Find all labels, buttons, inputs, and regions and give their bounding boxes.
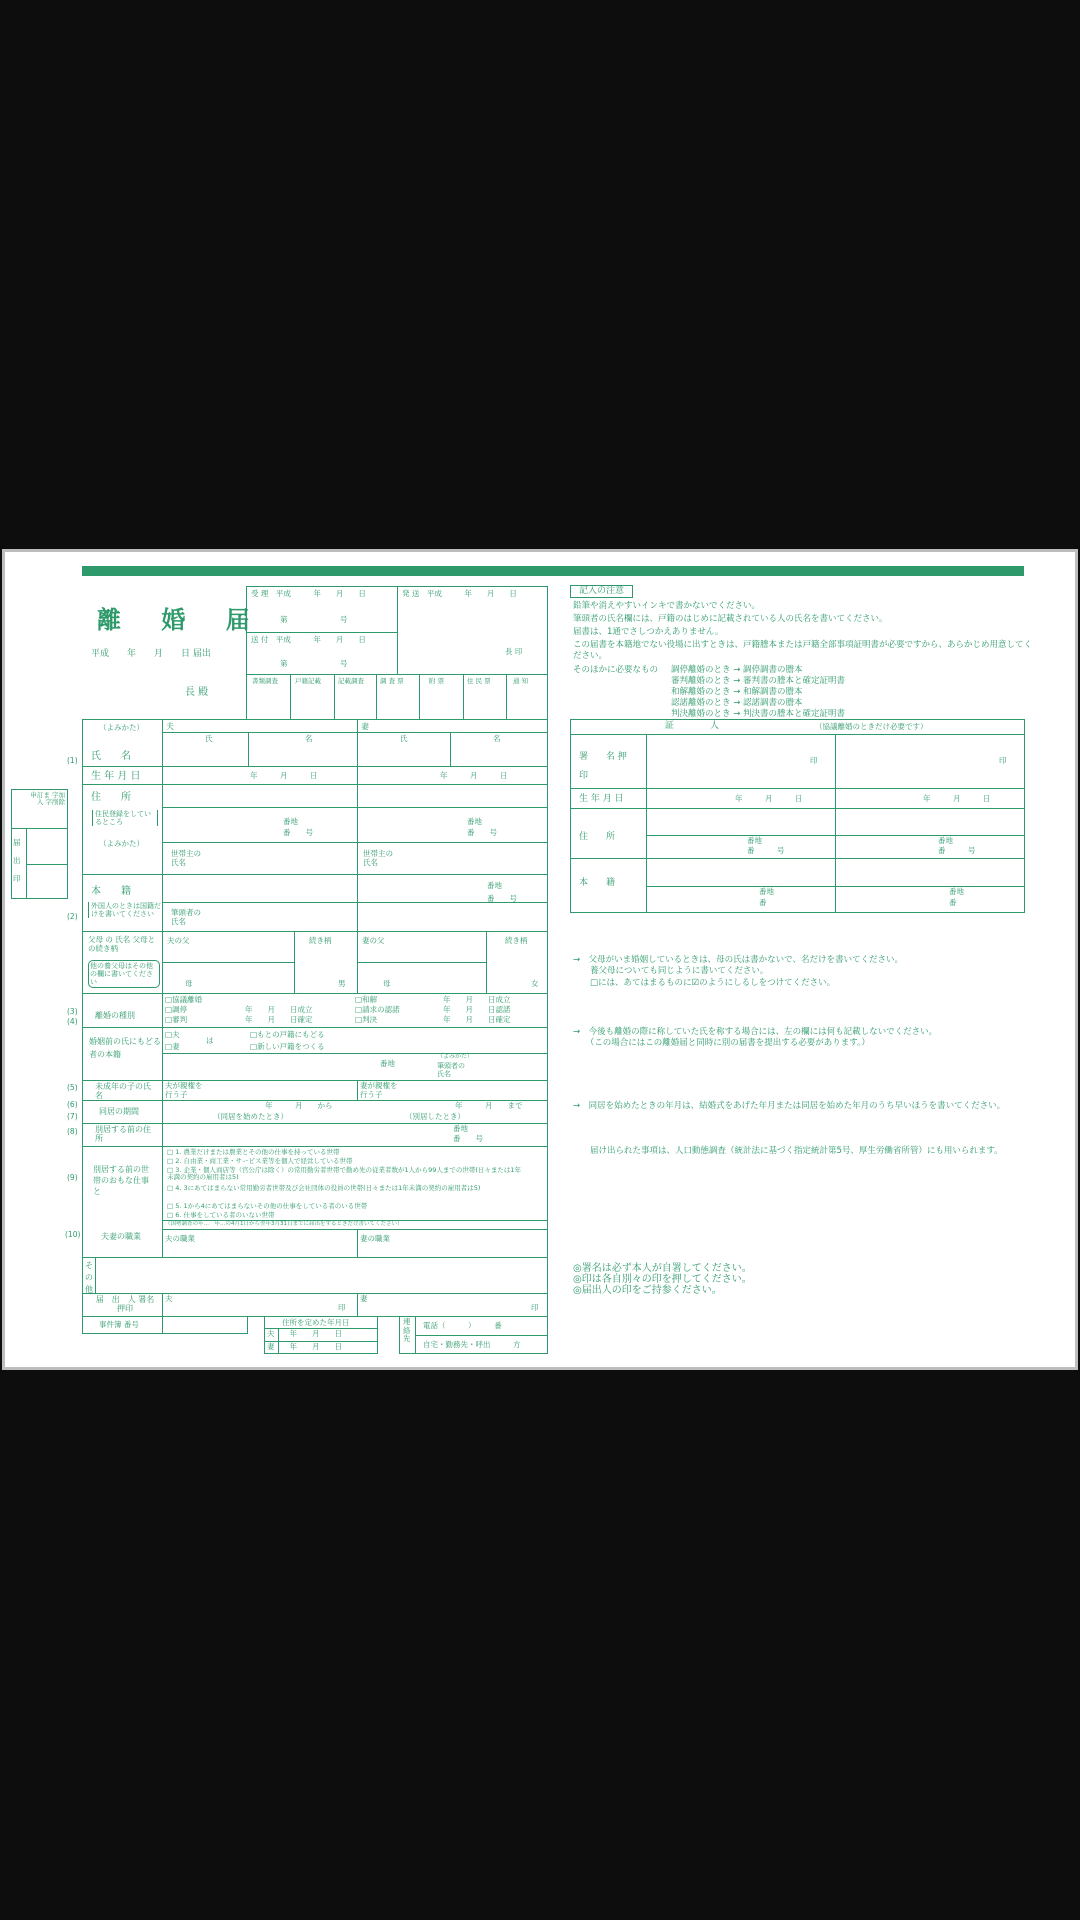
husband-mother-label: 母: [185, 979, 193, 988]
wife-householder: 世帯主の氏名: [363, 849, 393, 867]
honseki-ban: 番 号: [487, 894, 517, 903]
witness-header: 証 人: [665, 721, 720, 731]
other-label: その他: [85, 1261, 93, 1294]
witness-1-ban: 番 号: [747, 846, 785, 855]
divorce-date-wakai: 年 月 日成立: [443, 995, 511, 1004]
submission-date: 平成 年 月 日 届出: [91, 649, 211, 659]
occupation-note: （国勢調査の年… 年…の4月1日から翌年3月31日までに届出をするときだけ書いてください）: [165, 1221, 403, 1227]
husband-custody-label: 夫が親権を行う子: [165, 1081, 203, 1099]
separation-instruction: → 同居を始めたときの年月は、結婚式をあげた年月または同居を始めた年月のうち早いほうを書いてください。: [573, 1101, 1006, 1111]
signature-husband: 夫: [165, 1294, 173, 1303]
name-label: 氏 名: [91, 751, 131, 762]
name-return-label: 婚姻前の氏にもどる者の本籍: [89, 1037, 161, 1059]
required-item: 調停離婚のとき → 調停調書の謄本: [671, 665, 803, 675]
contact-label: 連絡先: [403, 1317, 411, 1344]
name-return-wife[interactable]: □妻: [165, 1042, 180, 1051]
instructions-header: 記入の注意: [570, 585, 633, 598]
required-item: 審判離婚のとき → 審判書の謄本と確定証明書: [671, 676, 846, 686]
wife-header: 妻: [361, 722, 369, 731]
instruction-line: 鉛筆や消えやすいインキで書かないでください。: [573, 601, 761, 611]
separation-to-note: （別居したとき）: [405, 1112, 465, 1121]
wife-relation-label: 続き柄: [505, 936, 528, 945]
wife-ban: 番 号: [467, 828, 497, 837]
witness-address-label: 住 所: [579, 832, 616, 842]
required-item: 認諾離婚のとき → 認諾調書の謄本: [671, 698, 803, 708]
husband-father-label: 夫の父: [167, 936, 190, 945]
wife-occupation-label: 妻の職業: [360, 1234, 390, 1243]
husband-occupation-label: 夫の職業: [165, 1234, 195, 1243]
wife-daughter-label: 女: [531, 979, 539, 988]
residence-wife-date: 妻 年 月 日: [267, 1342, 342, 1351]
reminder: ◎署名は必ず本人が自署してください。: [573, 1263, 752, 1274]
prior-work-label: 別居する前の世帯のおもな仕事と: [93, 1165, 149, 1197]
name-return-householder: 筆頭者の氏名: [437, 1062, 465, 1079]
stamp-cell-label: 記載調査: [338, 677, 364, 685]
work-option[interactable]: □ 5. 1から4にあてはまらないその他の仕事をしている者のいる世帯: [167, 1202, 368, 1210]
name-return-yomikata: （よみかた）: [437, 1053, 474, 1060]
signature-wife-stamp: 印: [531, 1303, 539, 1312]
husband-householder: 世帯主の氏名: [171, 849, 201, 867]
separation-from-note: （同居を始めたとき）: [213, 1112, 288, 1121]
witness-2-stamp: 印: [999, 756, 1007, 765]
work-option[interactable]: □ 1. 農業だけまたは農業とその他の仕事を持っている世帯: [167, 1148, 340, 1156]
case-number-label: 事件簿 番号: [99, 1320, 139, 1329]
witness-2-banchi: 番地: [938, 836, 953, 845]
husband-given-label: 名: [305, 734, 313, 743]
divorce-date-ninaku: 年 月 日認諾: [443, 1005, 511, 1014]
contact-phone: 電話（ ） 番: [423, 1321, 502, 1330]
minor-children-label: 未成年の子の氏 名: [95, 1082, 167, 1101]
signature-husband-stamp: 印: [338, 1303, 346, 1312]
top-green-bar: [82, 566, 1024, 576]
wife-given-label: 名: [493, 734, 501, 743]
wife-birthdate: 年 月 日: [440, 771, 508, 780]
husband-ban: 番 号: [283, 828, 313, 837]
husband-surname-label: 氏: [205, 734, 213, 743]
divorce-type-chotei[interactable]: □調停: [165, 1005, 188, 1014]
name-return-new[interactable]: □新しい戸籍をつくる: [250, 1042, 325, 1051]
witness-signature-label: 署 名 押 印: [579, 752, 645, 781]
stamp-cell-label: 附 票: [429, 677, 445, 685]
divorce-type-label: 離婚の種別: [95, 1011, 135, 1020]
separation-label: 同居の期間: [99, 1107, 139, 1116]
divorce-type-shinpan[interactable]: □審判: [165, 1015, 188, 1024]
divorce-type-ninaku[interactable]: □請求の認諾: [355, 1005, 400, 1014]
parents-note: 他の養父母はその他の欄に書いてください: [88, 960, 160, 988]
name-return-banchi: 番地: [380, 1059, 395, 1068]
form-title: 離 婚 届: [97, 606, 266, 634]
honseki-householder: 筆頭者の氏名: [171, 908, 201, 926]
yomikata-label: （よみかた）: [99, 723, 144, 732]
honseki-label: 本 籍: [91, 886, 131, 897]
name-return-instruction: → 今後も離婚の際に称していた氏を称する場合には、左の欄には何も記載しないでください。 （この場合にはこの離婚届と同時に別の届書を提出する必要があります。）: [573, 1027, 938, 1049]
received-number: 第 号: [280, 615, 348, 624]
witness-2-honseki-banchi: 番地: [949, 887, 964, 896]
husband-relation-label: 続き柄: [309, 936, 332, 945]
birthdate-label: 生 年 月 日: [91, 771, 141, 782]
stamp-cell-label: 書類調査: [252, 677, 278, 685]
row-number: (4): [67, 1017, 78, 1026]
name-return-ha: は: [206, 1036, 214, 1045]
name-return-husband[interactable]: □夫: [165, 1030, 180, 1039]
parents-label: 父母 の 氏名 父母との続き柄: [88, 935, 156, 953]
prior-address-ban: 番 号: [453, 1134, 483, 1143]
row-number: (5): [67, 1083, 78, 1092]
honseki-banchi: 番地: [487, 881, 502, 890]
row-number: (10): [65, 1230, 81, 1239]
other-box: [82, 1257, 548, 1294]
wife-surname-label: 氏: [400, 734, 408, 743]
stamp-cell-label: 通 知: [513, 677, 529, 685]
sent-number: 第 号: [280, 659, 348, 668]
work-option[interactable]: □ 3. 企業・個人商店等（官公庁は除く）の常用勤労者世帯で勤め先の従業者数が1人から99人までの世帯(日々または1年未満の契約の雇用者は5): [167, 1166, 522, 1182]
row-number: (1): [67, 756, 78, 765]
reminder: ◎印は各自別々の印を押してください。: [573, 1274, 752, 1285]
instruction-line: 届書は、1通でさしつかえありません。: [573, 627, 724, 637]
instruction-line: 筆頭者の氏名欄には、戸籍のはじめに記載されている人の氏名を書いてください。: [573, 614, 888, 624]
addressee: 長 殿: [185, 687, 209, 698]
separation-to: 年 月 まで: [455, 1101, 523, 1110]
residence-husband-date: 夫 年 月 日: [267, 1329, 342, 1338]
separation-from: 年 月 から: [265, 1101, 333, 1110]
required-item: 和解離婚のとき → 和解調書の謄本: [671, 687, 803, 697]
divorce-date-hanketsu: 年 月 日確定: [443, 1015, 511, 1024]
residence-date-label: 住所を定めた年月日: [282, 1318, 350, 1327]
filer-stamp-label: 届出印: [13, 838, 21, 883]
work-option[interactable]: □ 2. 自由業・商工業・サービス業等を個人で経営している世帯: [167, 1157, 353, 1165]
witness-1-birthdate: 年 月 日: [735, 794, 803, 803]
row-number: (6): [67, 1100, 78, 1109]
divorce-form-sheet: [2, 549, 1078, 1370]
forwarded-date: 発 送 平成 年 月 日: [402, 589, 517, 598]
husband-banchi: 番地: [283, 817, 298, 826]
witness-table: [570, 719, 1025, 913]
honseki-note: 外国人のときは国籍だけを書いてください: [88, 902, 163, 918]
signature-label: 届 出 人 署名 押印: [95, 1295, 163, 1314]
witness-2-ban: 番 号: [938, 846, 976, 855]
instruction-line: この届書を本籍地でない役場に出すときは、戸籍謄本または戸籍全部事項証明書が必要ですから、あらかじめ用意してください。: [573, 640, 1033, 662]
address-label: 住 所: [91, 792, 131, 803]
contact-phone-options: 自宅・勤務先・呼出 方: [423, 1340, 521, 1349]
reminder: ◎届出人の印をご持参ください。: [573, 1285, 722, 1296]
divorce-type-hanketsu[interactable]: □判決: [355, 1015, 378, 1024]
row-number: (3): [67, 1007, 78, 1016]
wife-custody-label: 妻が親権を行う子: [360, 1081, 398, 1099]
row-number: (9): [67, 1173, 78, 1182]
witness-1-stamp: 印: [810, 756, 818, 765]
parents-instruction: → 父母がいま婚姻しているときは、母の氏は書かないで、名だけを書いてください。 養父母についても同じように書いてください。 □には、あてはまるものに☑のようにしるしをつけてください。: [573, 955, 903, 988]
stamp-cell-label: 住 民 票: [467, 677, 491, 685]
required-item: 判決離婚のとき → 判決書の謄本と確定証明書: [671, 709, 846, 719]
signature-wife: 妻: [360, 1294, 368, 1303]
witness-2-birthdate: 年 月 日: [923, 794, 991, 803]
witness-1-banchi: 番地: [747, 836, 762, 845]
row-number: (8): [67, 1127, 78, 1136]
sent-date: 送 付 平成 年 月 日: [251, 635, 366, 644]
prior-address-label: 別居する前の住 所: [95, 1125, 167, 1144]
stamp-cell-label: 調 査 票: [380, 677, 404, 685]
husband-birthdate: 年 月 日: [250, 771, 318, 780]
husband-header: 夫: [166, 722, 174, 731]
yomikata-label: （よみかた）: [99, 839, 144, 848]
occupation-label: 夫妻の職業: [101, 1232, 141, 1241]
witness-birthdate-label: 生 年 月 日: [579, 794, 624, 804]
husband-son-label: 男: [338, 979, 346, 988]
divorce-date-shinpan: 年 月 日確定: [245, 1015, 313, 1024]
witness-1-honseki-banchi: 番地: [759, 887, 774, 896]
statistics-instruction: 届け出られた事項は、人口動態調査（統計法に基づく指定統計第5号、厚生労働省所管）にも用いられます。: [573, 1146, 1003, 1156]
divorce-type-kyogi[interactable]: □協議離婚: [165, 995, 203, 1004]
row-number: (2): [67, 912, 78, 921]
wife-banchi: 番地: [467, 817, 482, 826]
correction-stamp-header: 申訂ま 字加入 字削除: [30, 791, 65, 807]
witness-2-honseki-ban: 番: [949, 898, 957, 907]
stamp-cell-label: 戸籍記載: [295, 677, 321, 685]
witness-honseki-label: 本 籍: [579, 878, 616, 888]
prior-address-banchi: 番地: [453, 1124, 468, 1133]
witness-1-honseki-ban: 番: [759, 898, 767, 907]
wife-mother-label: 母: [383, 979, 391, 988]
row-number: (7): [67, 1112, 78, 1121]
work-option[interactable]: □ 4. 3にあてはまらない常用勤労者世帯及び会社団体の役員の世帯(日々または1年未満の契約の雇用者は5): [167, 1184, 481, 1192]
work-option[interactable]: □ 6. 仕事をしている者のいない世帯: [167, 1211, 275, 1219]
received-date: 受 理 平成 年 月 日: [251, 589, 366, 598]
divorce-date-chotei: 年 月 日成立: [245, 1005, 313, 1014]
divorce-type-wakai[interactable]: □和解: [355, 995, 378, 1004]
witness-header-note: （協議離婚のときだけ必要です）: [815, 722, 928, 731]
name-return-original[interactable]: □もとの戸籍にもどる: [250, 1030, 325, 1039]
required-title: そのほかに必要なもの: [573, 665, 659, 675]
wife-father-label: 妻の父: [362, 936, 385, 945]
sent-by: 長 印: [505, 647, 523, 656]
address-note: 住民登録をしているところ: [92, 810, 158, 826]
